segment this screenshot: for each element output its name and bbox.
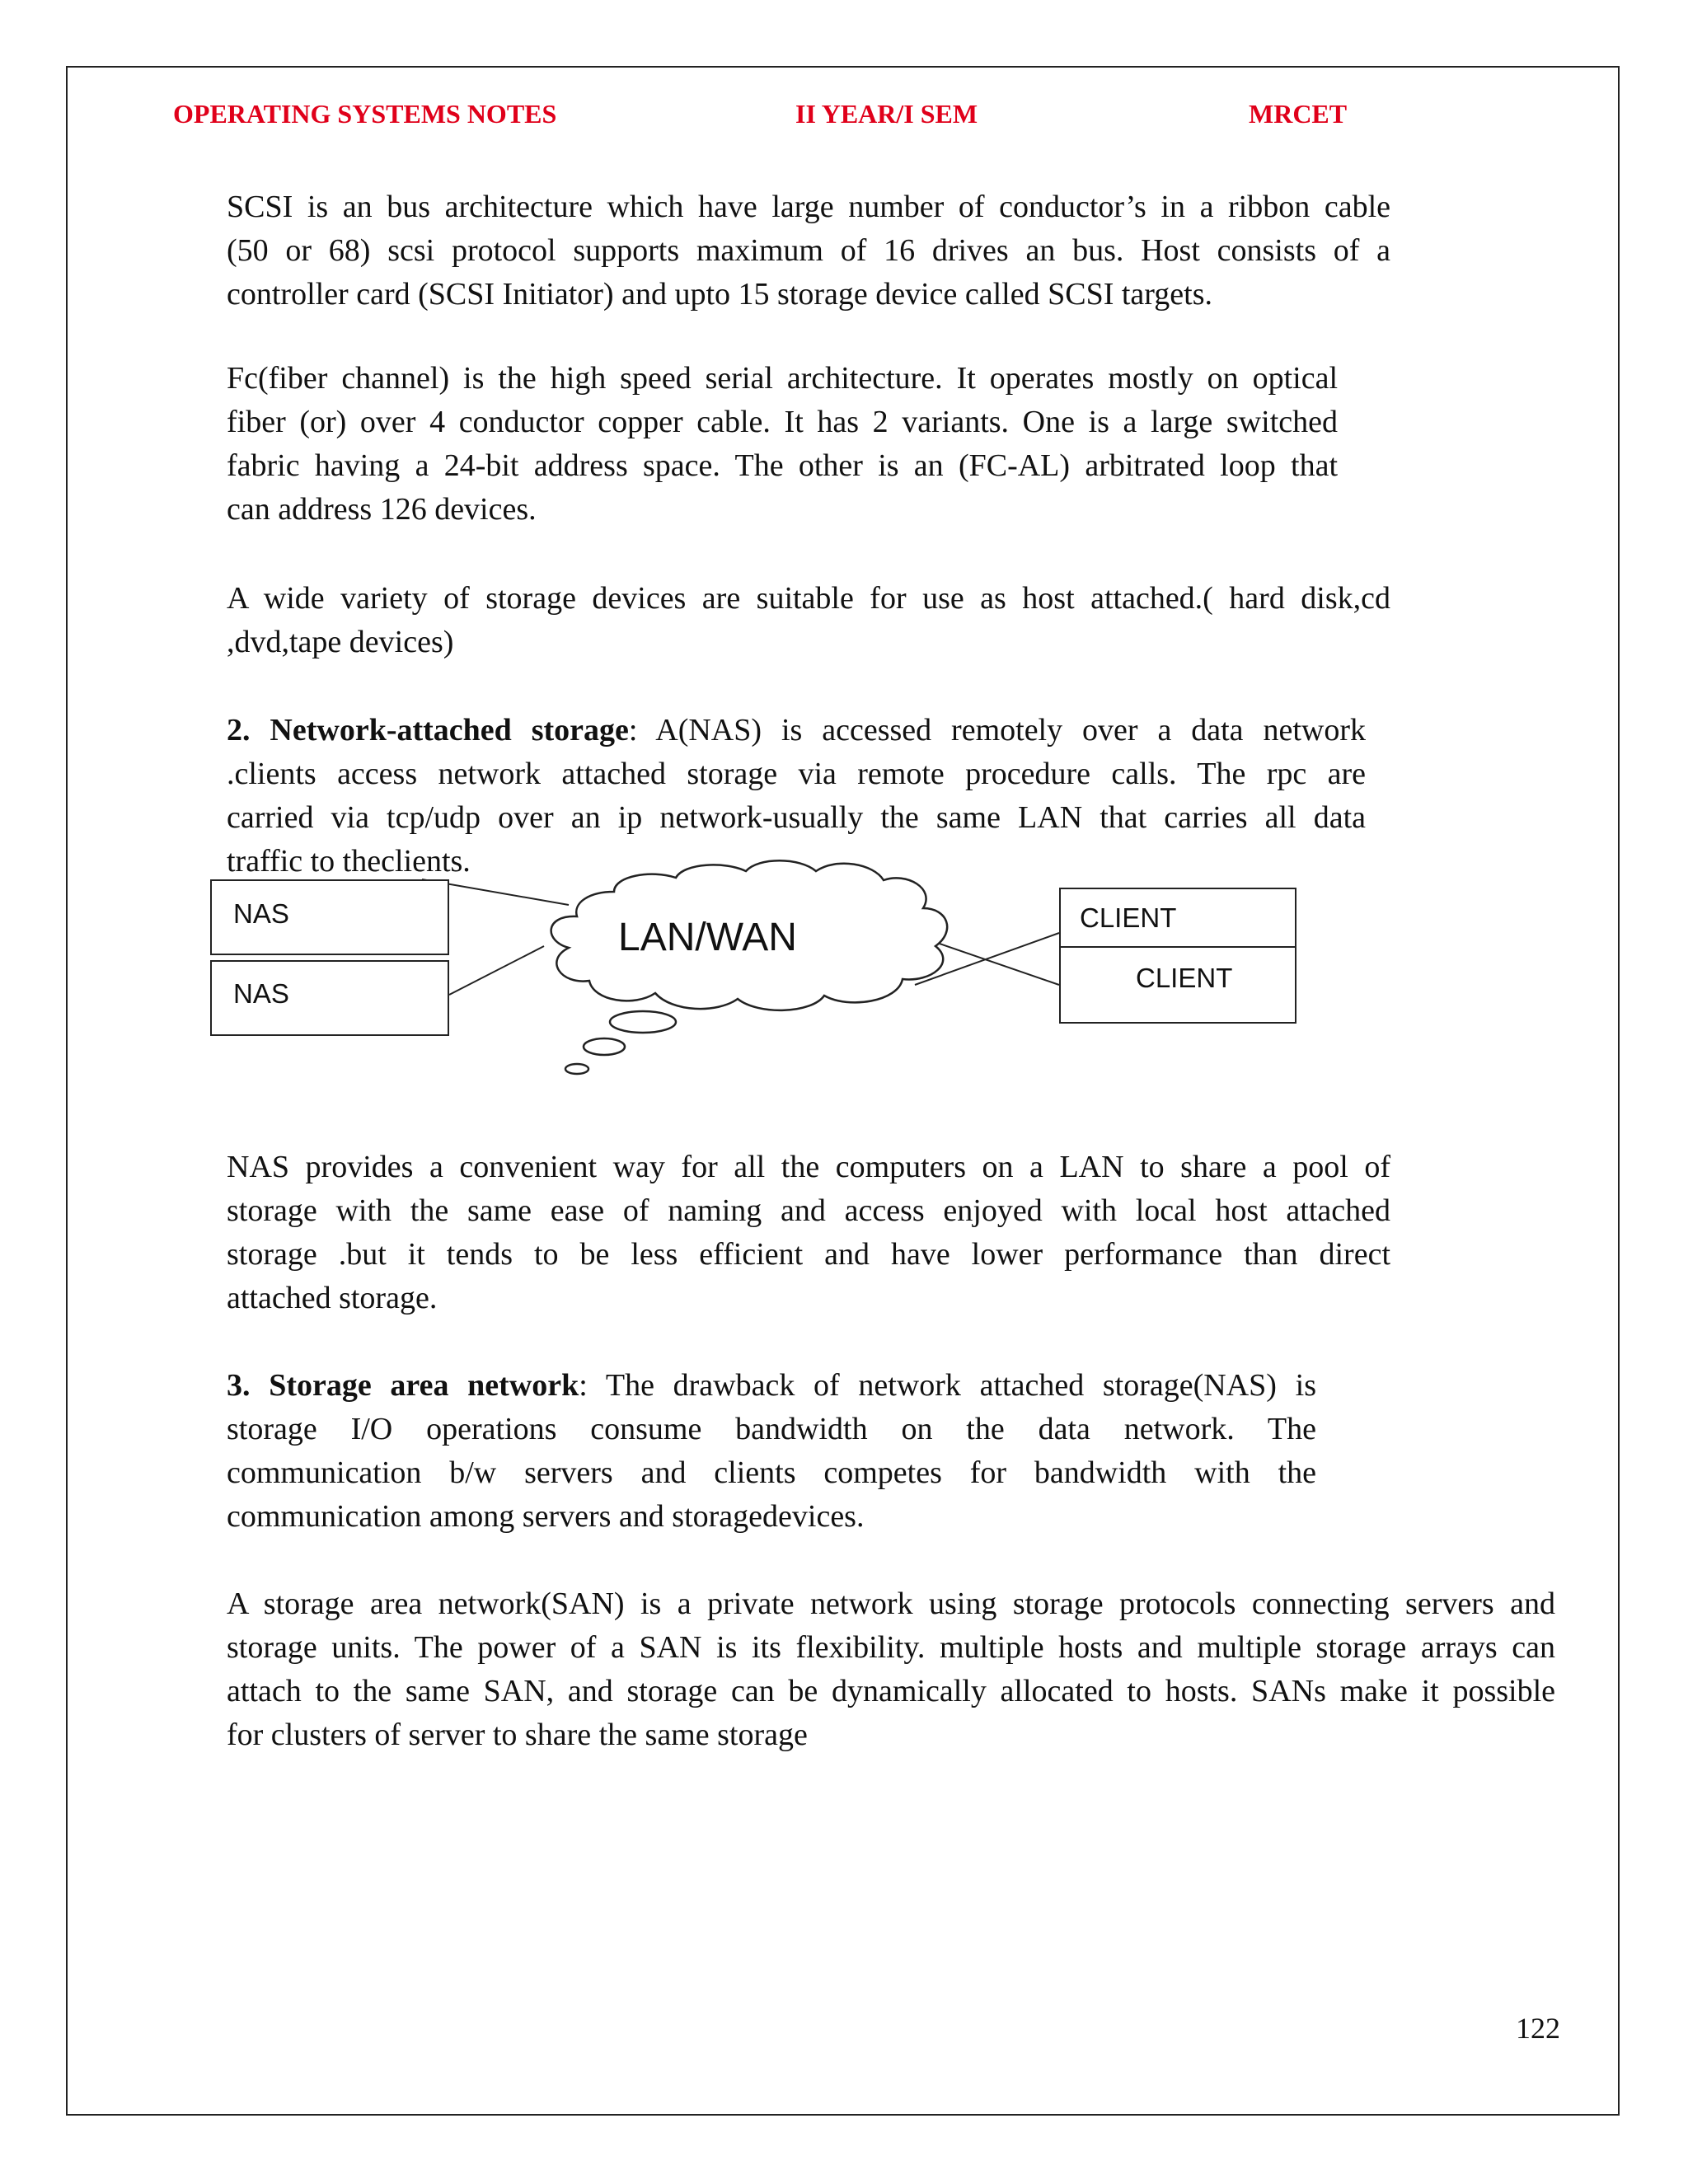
text-line: A wide variety of storage devices are suitable for use as host attached.( hard disk,cd	[227, 581, 1390, 616]
text-line: NAS provides a convenient way for all the computers on a LAN to share a pool of	[227, 1150, 1390, 1184]
cloud-tail-bubble	[565, 1064, 588, 1074]
text-line: .clients access network attached storage via remote procedure calls. The rpc are	[227, 757, 1366, 791]
paragraph-nas-provides	[227, 1146, 1390, 1320]
san-heading-text: : The drawback of network attached storage(NAS) is	[579, 1368, 1316, 1403]
text-line: controller card (SCSI Initiator) and upto 15 storage device called SCSI targets.	[227, 277, 1212, 312]
nas-box-top-label: NAS	[233, 898, 289, 929]
text-line	[227, 1364, 1316, 1408]
text-line: A storage area network(SAN) is a private network using storage protocols connecting servers and	[227, 1586, 1555, 1621]
text-line: (50 or 68) scsi protocol supports maximum of 16 drives an bus. Host consists of a	[227, 233, 1390, 268]
paragraph-san-definition	[227, 1582, 1555, 1757]
cloud-tail-bubble	[610, 1011, 676, 1033]
header-course-title: OPERATING SYSTEMS NOTES	[173, 99, 557, 129]
nas-heading: Network-attached storage	[270, 713, 629, 748]
text-line: fabric having a 24-bit address space. The other is an (FC-AL) arbitrated loop that	[227, 448, 1338, 483]
connector-line	[449, 946, 544, 995]
header-year-sem: II YEAR/I SEM	[795, 99, 978, 129]
lan-wan-cloud-label: LAN/WAN	[618, 916, 797, 959]
text-line: communication b/w servers and clients competes for bandwidth with the	[227, 1455, 1316, 1490]
text-line: traffic to theclients.	[227, 844, 471, 879]
text-line: storage .but it tends to be less efficient and have lower performance than direct	[227, 1237, 1390, 1272]
text-line: for clusters of server to share the same storage	[227, 1718, 808, 1752]
nas-heading-text: : A(NAS) is accessed remotely over a data network	[628, 713, 1366, 748]
text-line: communication among servers and storagedevices.	[227, 1499, 865, 1534]
text-line: Fc(fiber channel) is the high speed serial architecture. It operates mostly on optical	[227, 361, 1338, 396]
text-line: attached storage.	[227, 1281, 438, 1315]
text-line: ,dvd,tape devices)	[227, 625, 454, 659]
client-box-divider	[1059, 946, 1296, 948]
text-line: SCSI is an bus architecture which have large number of conductor’s in a ribbon cable	[227, 190, 1390, 224]
text-line: attach to the same SAN, and storage can be dynamically allocated to hosts. SANs make it possible	[227, 1674, 1555, 1708]
nas-box-bottom-label: NAS	[233, 978, 289, 1009]
san-heading-number: 3.	[227, 1368, 251, 1403]
text-line: storage with the same ease of naming and access enjoyed with local host attached	[227, 1193, 1390, 1228]
text-line: can address 126 devices.	[227, 492, 537, 527]
text-line: storage I/O operations consume bandwidth on the data network. The	[227, 1412, 1316, 1446]
connector-line	[940, 944, 1059, 985]
nas-heading-number: 2.	[227, 713, 251, 748]
text-line: carried via tcp/udp over an ip network-usually the same LAN that carries all data	[227, 800, 1366, 835]
san-heading: Storage area network	[269, 1368, 579, 1403]
cloud-tail-bubble	[584, 1038, 625, 1055]
paragraph-san	[227, 1364, 1316, 1539]
header-institution: MRCET	[1249, 99, 1348, 129]
client-box-bottom-label: CLIENT	[1136, 963, 1233, 993]
text-line: storage units. The power of a SAN is its flexibility. multiple hosts and multiple storage arrays can	[227, 1630, 1555, 1665]
text-line: fiber (or) over 4 conductor copper cable. It has 2 variants. One is a large switched	[227, 405, 1338, 439]
page-number: 122	[1516, 2012, 1560, 2045]
client-box-top-label: CLIENT	[1080, 902, 1177, 933]
